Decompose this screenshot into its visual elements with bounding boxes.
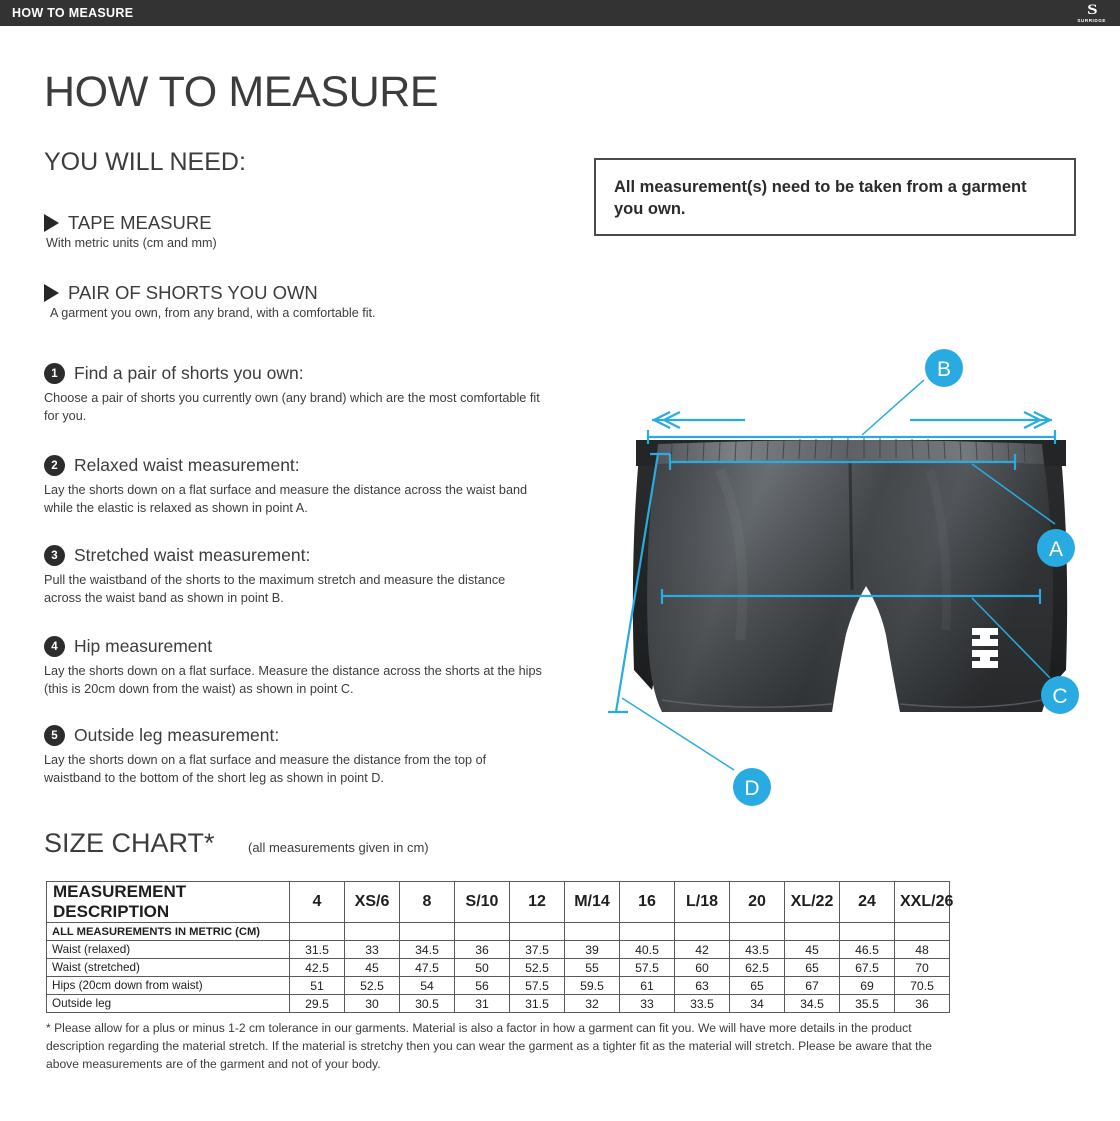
step-title: Stretched waist measurement: xyxy=(74,545,311,565)
col-header-size: M/14 xyxy=(565,882,620,923)
callout-text: All measurement(s) need to be taken from a garment you own. xyxy=(614,178,1027,219)
step-5 xyxy=(44,725,544,787)
cell: 30.5 xyxy=(400,995,455,1013)
step-4 xyxy=(44,636,544,698)
step-title: Find a pair of shorts you own: xyxy=(74,363,304,383)
col-header-description: MEASUREMENT DESCRIPTION xyxy=(47,882,290,923)
size-chart-head xyxy=(47,882,954,923)
cell: 39 xyxy=(565,941,620,959)
cell: 33 xyxy=(345,941,400,959)
cell: 69 xyxy=(840,977,895,995)
cell: 70 xyxy=(895,959,950,977)
svg-text:D: D xyxy=(744,777,760,800)
surridge-s-icon: S xyxy=(1087,1,1097,18)
size-chart-body xyxy=(47,923,950,1013)
cell: 34 xyxy=(730,995,785,1013)
cell: 52.5 xyxy=(345,977,400,995)
svg-text:B: B xyxy=(936,358,952,381)
shorts-body xyxy=(647,448,1053,712)
cell xyxy=(785,923,840,941)
cell xyxy=(565,923,620,941)
footnote: * Please allow for a plus or minus 1-2 cm tolerance in our garments. Material is also a factor in how a garment can fit you. We will have more details in the product description regarding the material stretch. If the material is stretchy then you can wear the garment as a tighter fit as the material will stretch. Please be aware that the above measurements are of the garment and not of your body. xyxy=(46,1021,932,1071)
step-body: Choose a pair of shorts you currently own (any brand) which are the most comfortable fit for you. xyxy=(44,391,540,424)
svg-text:C: C xyxy=(1052,685,1068,708)
col-header-size: XXL/26 xyxy=(895,882,950,923)
table-row xyxy=(47,959,950,977)
cell: 42.5 xyxy=(290,959,345,977)
size-chart-table-wrap xyxy=(46,881,954,1013)
step-number-badge: 4 xyxy=(44,636,65,657)
size-chart-note: (all measurements given in cm) xyxy=(248,840,429,855)
cell xyxy=(400,923,455,941)
cell: 60 xyxy=(675,959,730,977)
step-title: Outside leg measurement: xyxy=(74,725,280,745)
marker-bubble-a xyxy=(1037,529,1075,567)
step-1 xyxy=(44,363,544,425)
step-title: Relaxed waist measurement: xyxy=(74,455,300,475)
row-label: Hips (20cm down from waist) xyxy=(47,977,290,995)
you-will-need-heading: YOU WILL NEED: xyxy=(44,148,246,176)
step-number-badge: 3 xyxy=(44,545,65,566)
cell xyxy=(510,923,565,941)
cell: 70.5 xyxy=(895,977,950,995)
table-row xyxy=(47,995,950,1013)
cell: 36 xyxy=(895,995,950,1013)
table-row xyxy=(47,923,950,941)
col-header-size: 8 xyxy=(400,882,455,923)
cell: 45 xyxy=(345,959,400,977)
cell: 33 xyxy=(620,995,675,1013)
col-header-size: XL/22 xyxy=(785,882,840,923)
cell: 29.5 xyxy=(290,995,345,1013)
cell: 61 xyxy=(620,977,675,995)
cell: 34.5 xyxy=(785,995,840,1013)
need-item-subtitle: A garment you own, from any brand, with a comfortable fit. xyxy=(50,306,376,320)
cell: 56 xyxy=(455,977,510,995)
cell xyxy=(345,923,400,941)
cell: 31.5 xyxy=(290,941,345,959)
size-chart-table xyxy=(46,881,954,1013)
cell: 31 xyxy=(455,995,510,1013)
step-body: Lay the shorts down on a flat surface and measure the distance from the top of waistband to the bottom of the short leg as shown in point D. xyxy=(44,753,487,786)
cell: 57.5 xyxy=(510,977,565,995)
step-2 xyxy=(44,455,544,517)
cell xyxy=(840,923,895,941)
triangle-bullet-icon xyxy=(44,284,59,302)
cell: 62.5 xyxy=(730,959,785,977)
row-label: Waist (relaxed) xyxy=(47,941,290,959)
need-item-title: TAPE MEASURE xyxy=(68,212,212,233)
top-bar-title: HOW TO MEASURE xyxy=(12,6,134,20)
svg-text:A: A xyxy=(1048,538,1064,561)
step-body: Lay the shorts down on a flat surface. Measure the distance across the shorts at the hips (this is 20cm down from the waist) as shown in point C. xyxy=(44,664,542,697)
cell: 37.5 xyxy=(510,941,565,959)
col-header-size: 20 xyxy=(730,882,785,923)
cell: 51 xyxy=(290,977,345,995)
cell xyxy=(730,923,785,941)
shorts-diagram-svg xyxy=(600,340,1100,820)
table-row xyxy=(47,977,950,995)
col-header-size: 12 xyxy=(510,882,565,923)
cell: 46.5 xyxy=(840,941,895,959)
cell: 32 xyxy=(565,995,620,1013)
cell: 30 xyxy=(345,995,400,1013)
marker-bubble-b xyxy=(925,349,963,387)
row-label: Waist (stretched) xyxy=(47,959,290,977)
top-bar xyxy=(0,0,1120,26)
row-label: ALL MEASUREMENTS IN METRIC (CM) xyxy=(47,923,290,941)
table-row xyxy=(47,941,950,959)
col-header-size: 4 xyxy=(290,882,345,923)
cell: 57.5 xyxy=(620,959,675,977)
cell: 50 xyxy=(455,959,510,977)
cell: 40.5 xyxy=(620,941,675,959)
col-header-size: L/18 xyxy=(675,882,730,923)
need-item-shorts xyxy=(44,282,376,320)
cell: 63 xyxy=(675,977,730,995)
col-header-size: 16 xyxy=(620,882,675,923)
cell: 52.5 xyxy=(510,959,565,977)
cell: 48 xyxy=(895,941,950,959)
need-item-tape-measure xyxy=(44,212,217,250)
table-header-row xyxy=(47,882,950,923)
cell: 31.5 xyxy=(510,995,565,1013)
cell: 67 xyxy=(785,977,840,995)
cell xyxy=(620,923,675,941)
cell xyxy=(675,923,730,941)
marker-bubble-c xyxy=(1041,676,1079,714)
col-header-size: 24 xyxy=(840,882,895,923)
size-chart-heading: SIZE CHART* xyxy=(44,828,215,858)
triangle-bullet-icon xyxy=(44,214,59,232)
cell: 34.5 xyxy=(400,941,455,959)
callout-box xyxy=(594,158,1076,236)
shorts-measurement-diagram xyxy=(600,340,1100,820)
cell: 65 xyxy=(730,977,785,995)
cell: 42 xyxy=(675,941,730,959)
cell: 54 xyxy=(400,977,455,995)
row-label: Outside leg xyxy=(47,995,290,1013)
cell xyxy=(290,923,345,941)
surridge-logo xyxy=(1077,3,1120,24)
cell: 45 xyxy=(785,941,840,959)
cell: 47.5 xyxy=(400,959,455,977)
need-item-title: PAIR OF SHORTS YOU OWN xyxy=(68,282,318,303)
col-header-size: S/10 xyxy=(455,882,510,923)
cell: 59.5 xyxy=(565,977,620,995)
step-3 xyxy=(44,545,544,607)
cell: 43.5 xyxy=(730,941,785,959)
surridge-wordmark: SURRIDGE xyxy=(1077,17,1106,23)
marker-bubble-d xyxy=(733,768,771,806)
step-body: Lay the shorts down on a flat surface and measure the distance across the waist band while the elastic is relaxed as shown in point A. xyxy=(44,483,528,516)
cell: 67.5 xyxy=(840,959,895,977)
page-title: HOW TO MEASURE xyxy=(44,68,439,116)
cell: 55 xyxy=(565,959,620,977)
cell xyxy=(455,923,510,941)
col-header-size: XS/6 xyxy=(345,882,400,923)
cell: 35.5 xyxy=(840,995,895,1013)
step-number-badge: 1 xyxy=(44,363,65,384)
step-number-badge: 5 xyxy=(44,725,65,746)
cell: 65 xyxy=(785,959,840,977)
step-title: Hip measurement xyxy=(74,636,213,656)
cell xyxy=(895,923,950,941)
need-item-subtitle: With metric units (cm and mm) xyxy=(46,236,217,250)
cell: 36 xyxy=(455,941,510,959)
step-body: Pull the waistband of the shorts to the maximum stretch and measure the distance across the waist band as shown in point B. xyxy=(44,573,506,606)
step-number-badge: 2 xyxy=(44,455,65,476)
cell: 33.5 xyxy=(675,995,730,1013)
marker-b-line xyxy=(648,380,1055,444)
